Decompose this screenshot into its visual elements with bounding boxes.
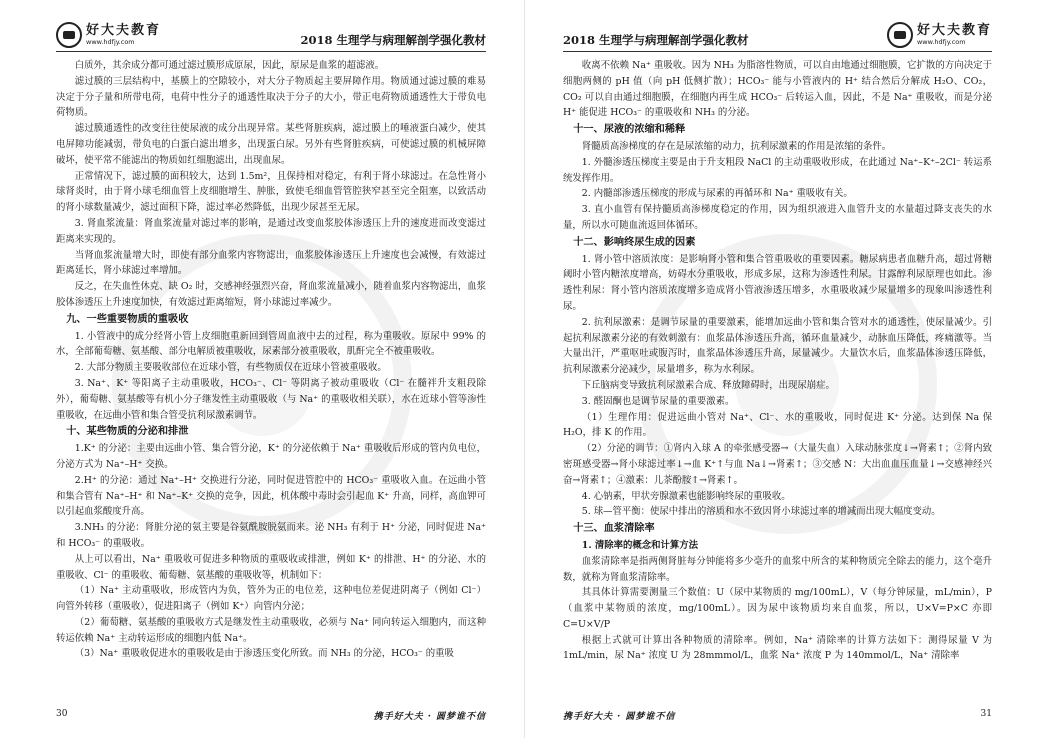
paragraph: 血浆清除率是指两侧肾脏每分钟能将多少毫升的血浆中所含的某种物质完全除去的能力，这个毫升数，就称为肾血浆清除率。 xyxy=(563,555,992,583)
footer-slogan: 携手好大夫 · 圆梦谁不信 xyxy=(373,712,486,722)
paragraph: 反之，在失血性休克、缺 O₂ 时，交感神经强烈兴奋，肾血浆流量减小，随着血浆内容物滤出，血浆胶体渗透压上升速度加快，有效滤过距离缩短，肾小球滤过率减少。 xyxy=(56,281,486,308)
paragraph: （2）分泌的调节：①肾内入球 A 的牵张感受器→（大量失血）入球动脉张度↓→肾素↑；②肾内致密斑感受器→肾小球滤过率↓→血 K⁺↑与血 Na↓→肾素↑；③交感 N：大出血血压血量↓→交感神经兴奋→肾素↑；④激素：儿茶酚胺↑→肾素↑。 xyxy=(563,443,992,486)
paragraph: （1）生理作用：促进远曲小管对 Na⁺、Cl⁻、水的重吸收，同时促进 K⁺ 分泌。达到保 Na 保 H₂O，排 K 的作用。 xyxy=(563,411,992,439)
brand-logo xyxy=(56,22,161,48)
page-number: 30 xyxy=(56,709,68,719)
paragraph: 肾髓质高渗梯度的存在是尿浓缩的动力，抗利尿激素的作用是浓缩的条件。 xyxy=(581,140,892,152)
paragraph: 1. 清除率的概念和计算方法 xyxy=(581,539,698,551)
paragraph: 3. 直小血管有保持髓质高渗梯度稳定的作用，因为组织液进入血管升支的水量超过降支丧失的水量，所以水可随血流返回体循环。 xyxy=(563,204,992,231)
paragraph: 3. 肾血浆流量：肾血浆流量对滤过率的影响，是通过改变血浆胶体渗透压上升的速度进而改变滤过距离来实现的。 xyxy=(56,217,486,245)
footer-slogan: 携手好大夫 · 圆梦谁不信 xyxy=(563,712,676,722)
brand-logo-icon xyxy=(56,22,82,48)
paragraph: 3. 醛固酮也是调节尿量的重要激素。 xyxy=(581,395,735,407)
brand-logo xyxy=(887,22,992,48)
section-heading: 十三、血浆清除率 xyxy=(573,523,655,535)
paragraph: 4. 心钠素，甲状旁腺激素也能影响终尿的重吸收。 xyxy=(581,490,791,502)
paragraph: （2）葡萄糖、氨基酸的重吸收方式是继发性主动重吸收，必须与 Na⁺ 同向转运入细胞内，而这种转运依赖 Na⁺ 主动转运形成的细胞内低 Na⁺。 xyxy=(56,616,486,644)
paragraph: 下丘脑病变导致抗利尿激素合成、释放障碍时，出现尿崩症。 xyxy=(581,379,835,391)
paragraph: 3. Na⁺、K⁺ 等阳离子主动重吸收，HCO₃⁻、Cl⁻ 等阴离子被动重吸收（Cl⁻ 在髓袢升支粗段除外），葡萄糖、氨基酸等有机小分子继发性主动重吸收（与 Na⁺ 的重吸收相关联），水在近球小管等渗性重吸收，在远曲小管和集合管受抗利尿激素调节。 xyxy=(56,377,486,421)
paragraph: 当肾血浆流量增大时，即使有部分血浆内容物滤出，血浆胶体渗透压上升速度也会减慢，有效滤过距离延长，肾小球滤过率增加。 xyxy=(56,249,486,277)
brand-url: www.hdfjy.com xyxy=(916,38,966,47)
left-page xyxy=(0,0,524,738)
book-title: 2018 生理学与病理解剖学强化教材 xyxy=(563,33,749,47)
paragraph: 收离不依赖 Na⁺ 重吸收。因为 NH₃ 为脂溶性物质，可以自由地通过细胞膜，它扩散的方向决定于细胞两侧的 pH 值（向 pH 低侧扩散）；HCO₃⁻ 能与小管液内的 H⁺ 结合然后分解成 H₂O、CO₂，CO₂ 可以自由通过细胞膜，在细胞内再生成 HCO₃⁻ 后转运入血，因此，不是 Na⁺ 重吸收，而是分泌 H⁺ 能促进 HCO₃⁻ 的重吸收和 NH₃ 的分泌。 xyxy=(563,60,992,119)
paragraph: 白质外，其余成分都可通过滤过膜形成原尿，因此，原尿是血浆的超滤液。 xyxy=(74,60,385,71)
paragraph: 5. 球—管平衡：使尿中排出的溶质和水不致因肾小球滤过率的增减而出现大幅度变动。 xyxy=(581,506,941,518)
paragraph: 根据上式就可计算出各种物质的清除率。例如，Na⁺ 清除率的计算方法如下：测得尿量 V 为 1mL/min，尿 Na⁺ 浓度 U 为 28mmmol/L，血浆 Na⁺ 浓度 P 为 140mmol/L，Na⁺ 清除率 xyxy=(563,634,992,662)
paragraph: 1. 肾小管中溶质浓度：是影响肾小管和集合管重吸收的重要因素。糖尿病患者血糖升高，超过肾糖阈时小管内糖浓度增高，妨碍水分重吸收，形成多尿，这称为渗透性利尿。甘露醇利尿原理也如此。渗透性利尿：肾小管内溶质浓度增多造成肾小管液渗透压增多，水重吸收减少尿量增多的现象叫渗透性利尿。 xyxy=(563,253,992,312)
paragraph: 其具体计算需要测量三个数值：U（尿中某物质的 mg/100mL），V（每分钟尿量，mL/min），P（血浆中某物质的浓度，mg/100mL）。因为尿中该物质均来自血浆，所以，U×V=P×C 亦即 C=U×V/P xyxy=(563,587,992,630)
section-heading: 十二、影响终尿生成的因素 xyxy=(573,236,696,248)
right-page-header xyxy=(563,0,992,52)
paragraph: （1）Na⁺ 主动重吸收，形成管内为负，管外为正的电位差，这种电位差促进阴离子（例如 Cl⁻）向管外转移（重吸收），促进阳离子（例如 K⁺）向管内分泌； xyxy=(56,585,486,613)
book-title: 2018 生理学与病理解剖学强化教材 xyxy=(300,33,486,47)
paragraph: 3.NH₃ 的分泌：肾脏分泌的氨主要是谷氨酰胺脱氨而来。泌 NH₃ 有利于 H⁺ 分泌，同时促进 Na⁺ 和 HCO₃⁻ 的重吸收。 xyxy=(56,522,486,549)
page-number: 31 xyxy=(980,709,992,719)
brand-logo-icon xyxy=(887,22,913,48)
section-heading: 九、一些重要物质的重吸收 xyxy=(66,313,189,325)
right-page-body xyxy=(563,52,992,664)
paragraph: （3）Na⁺ 重吸收促进水的重吸收是由于渗透压变化所致。而 NH₃ 的分泌，HCO₃⁻ 的重吸 xyxy=(74,648,454,660)
section-heading: 十一、尿液的浓缩和稀释 xyxy=(573,124,686,136)
paragraph: 2. 内髓部渗透压梯度的形成与尿素的再循环和 Na⁺ 重吸收有关。 xyxy=(581,188,853,200)
right-page-footer xyxy=(563,709,992,722)
paragraph: 滤过膜通透性的改变往往使尿液的成分出现异常。某些肾脏疾病，滤过膜上的唾液蛋白减少，使其电屏障功能减弱，带负电的白蛋白滤出增多，出现蛋白尿。另外有些肾脏疾病，可使滤过膜的机械屏障破坏，使平常不能滤出的物质如红细胞滤出，出现血尿。 xyxy=(56,123,486,166)
brand-name: 好大夫教育 xyxy=(916,23,992,39)
paragraph: 从上可以看出，Na⁺ 重吸收可促进多种物质的重吸收或排泄，例如 K⁺ 的排泄、H⁺ 的分泌、水的重吸收、Cl⁻ 的重吸收、葡萄糖、氨基酸的重吸收等，机制如下： xyxy=(56,553,486,581)
section-heading: 十、某些物质的分泌和排泄 xyxy=(66,426,189,438)
paragraph: 2. 抗利尿激素：是调节尿量的重要激素，能增加远曲小管和集合管对水的通透性，使尿量减少。引起抗利尿激素分泌的有效刺激有：血浆晶体渗透压升高，循环血量减少，动脉血压降低，疼痛激等。当大量出汗，严重呕吐或腹泻时，血浆晶体渗透压升高，尿量减少。大量饮水后，血浆晶体渗透压降低，抗利尿激素分泌减少，尿量增多，称为水利尿。 xyxy=(563,316,992,376)
brand-url: www.hdfjy.com xyxy=(86,38,135,47)
paragraph: 正常情况下，滤过膜的面积较大，达到 1.5m²，且保持相对稳定，有利于肾小球滤过。在急性肾小球肾炎时，由于肾小球毛细血管上皮细胞增生、肿胀，致使毛细血管管腔狭窄甚至完全阻塞，以致活动的肾小球数量减少，滤过面积下降，滤过率必然降低，出现少尿甚至无尿。 xyxy=(56,170,486,214)
paragraph: 2. 大部分物质主要吸收部位在近球小管，有些物质仅在近球小管被重吸收。 xyxy=(74,362,387,374)
paragraph: 1. 小管液中的成分经肾小管上皮细胞重新回到管周血液中去的过程，称为重吸收。原尿中 99% 的水，全部葡萄糖、氨基酸、部分电解质被重吸收，尿素部分被重吸收，肌酐完全不被重吸收。 xyxy=(56,330,486,358)
paragraph: 2.H⁺ 的分泌：通过 Na⁺–H⁺ 交换进行分泌，同时促进管腔中的 HCO₃⁻ 重吸收入血。在远曲小管和集合管有 Na⁺–H⁺ 和 Na⁺–K⁺ 交换的竞争，因此，机体酸中毒时会引起血 K⁺ 升高，同样，高血钾可以引起血浆酸度升高。 xyxy=(56,474,486,518)
left-page-header xyxy=(56,0,486,52)
left-page-body xyxy=(56,52,486,662)
paragraph: 滤过膜的三层结构中，基膜上的空隙较小，对大分子物质起主要屏障作用。物质通过滤过膜的难易决定于分子量和所带电荷，电荷中性分子的通透性取决于分子的大小，带正电荷物质通透性大于带负电荷物质。 xyxy=(56,75,486,119)
right-page xyxy=(524,0,1048,738)
paragraph: 1.K⁺ 的分泌：主要由远曲小管、集合管分泌，K⁺ 的分泌依赖于 Na⁺ 重吸收后形成的管内负电位，分泌方式为 Na⁺–H⁺ 交换。 xyxy=(56,443,486,470)
left-page-footer xyxy=(56,709,486,722)
paragraph: 1. 外髓渗透压梯度主要是由于升支粗段 NaCl 的主动重吸收形成，在此通过 Na⁺–K⁺–2Cl⁻ 转运系统发挥作用。 xyxy=(563,156,992,184)
brand-name: 好大夫教育 xyxy=(86,23,162,39)
